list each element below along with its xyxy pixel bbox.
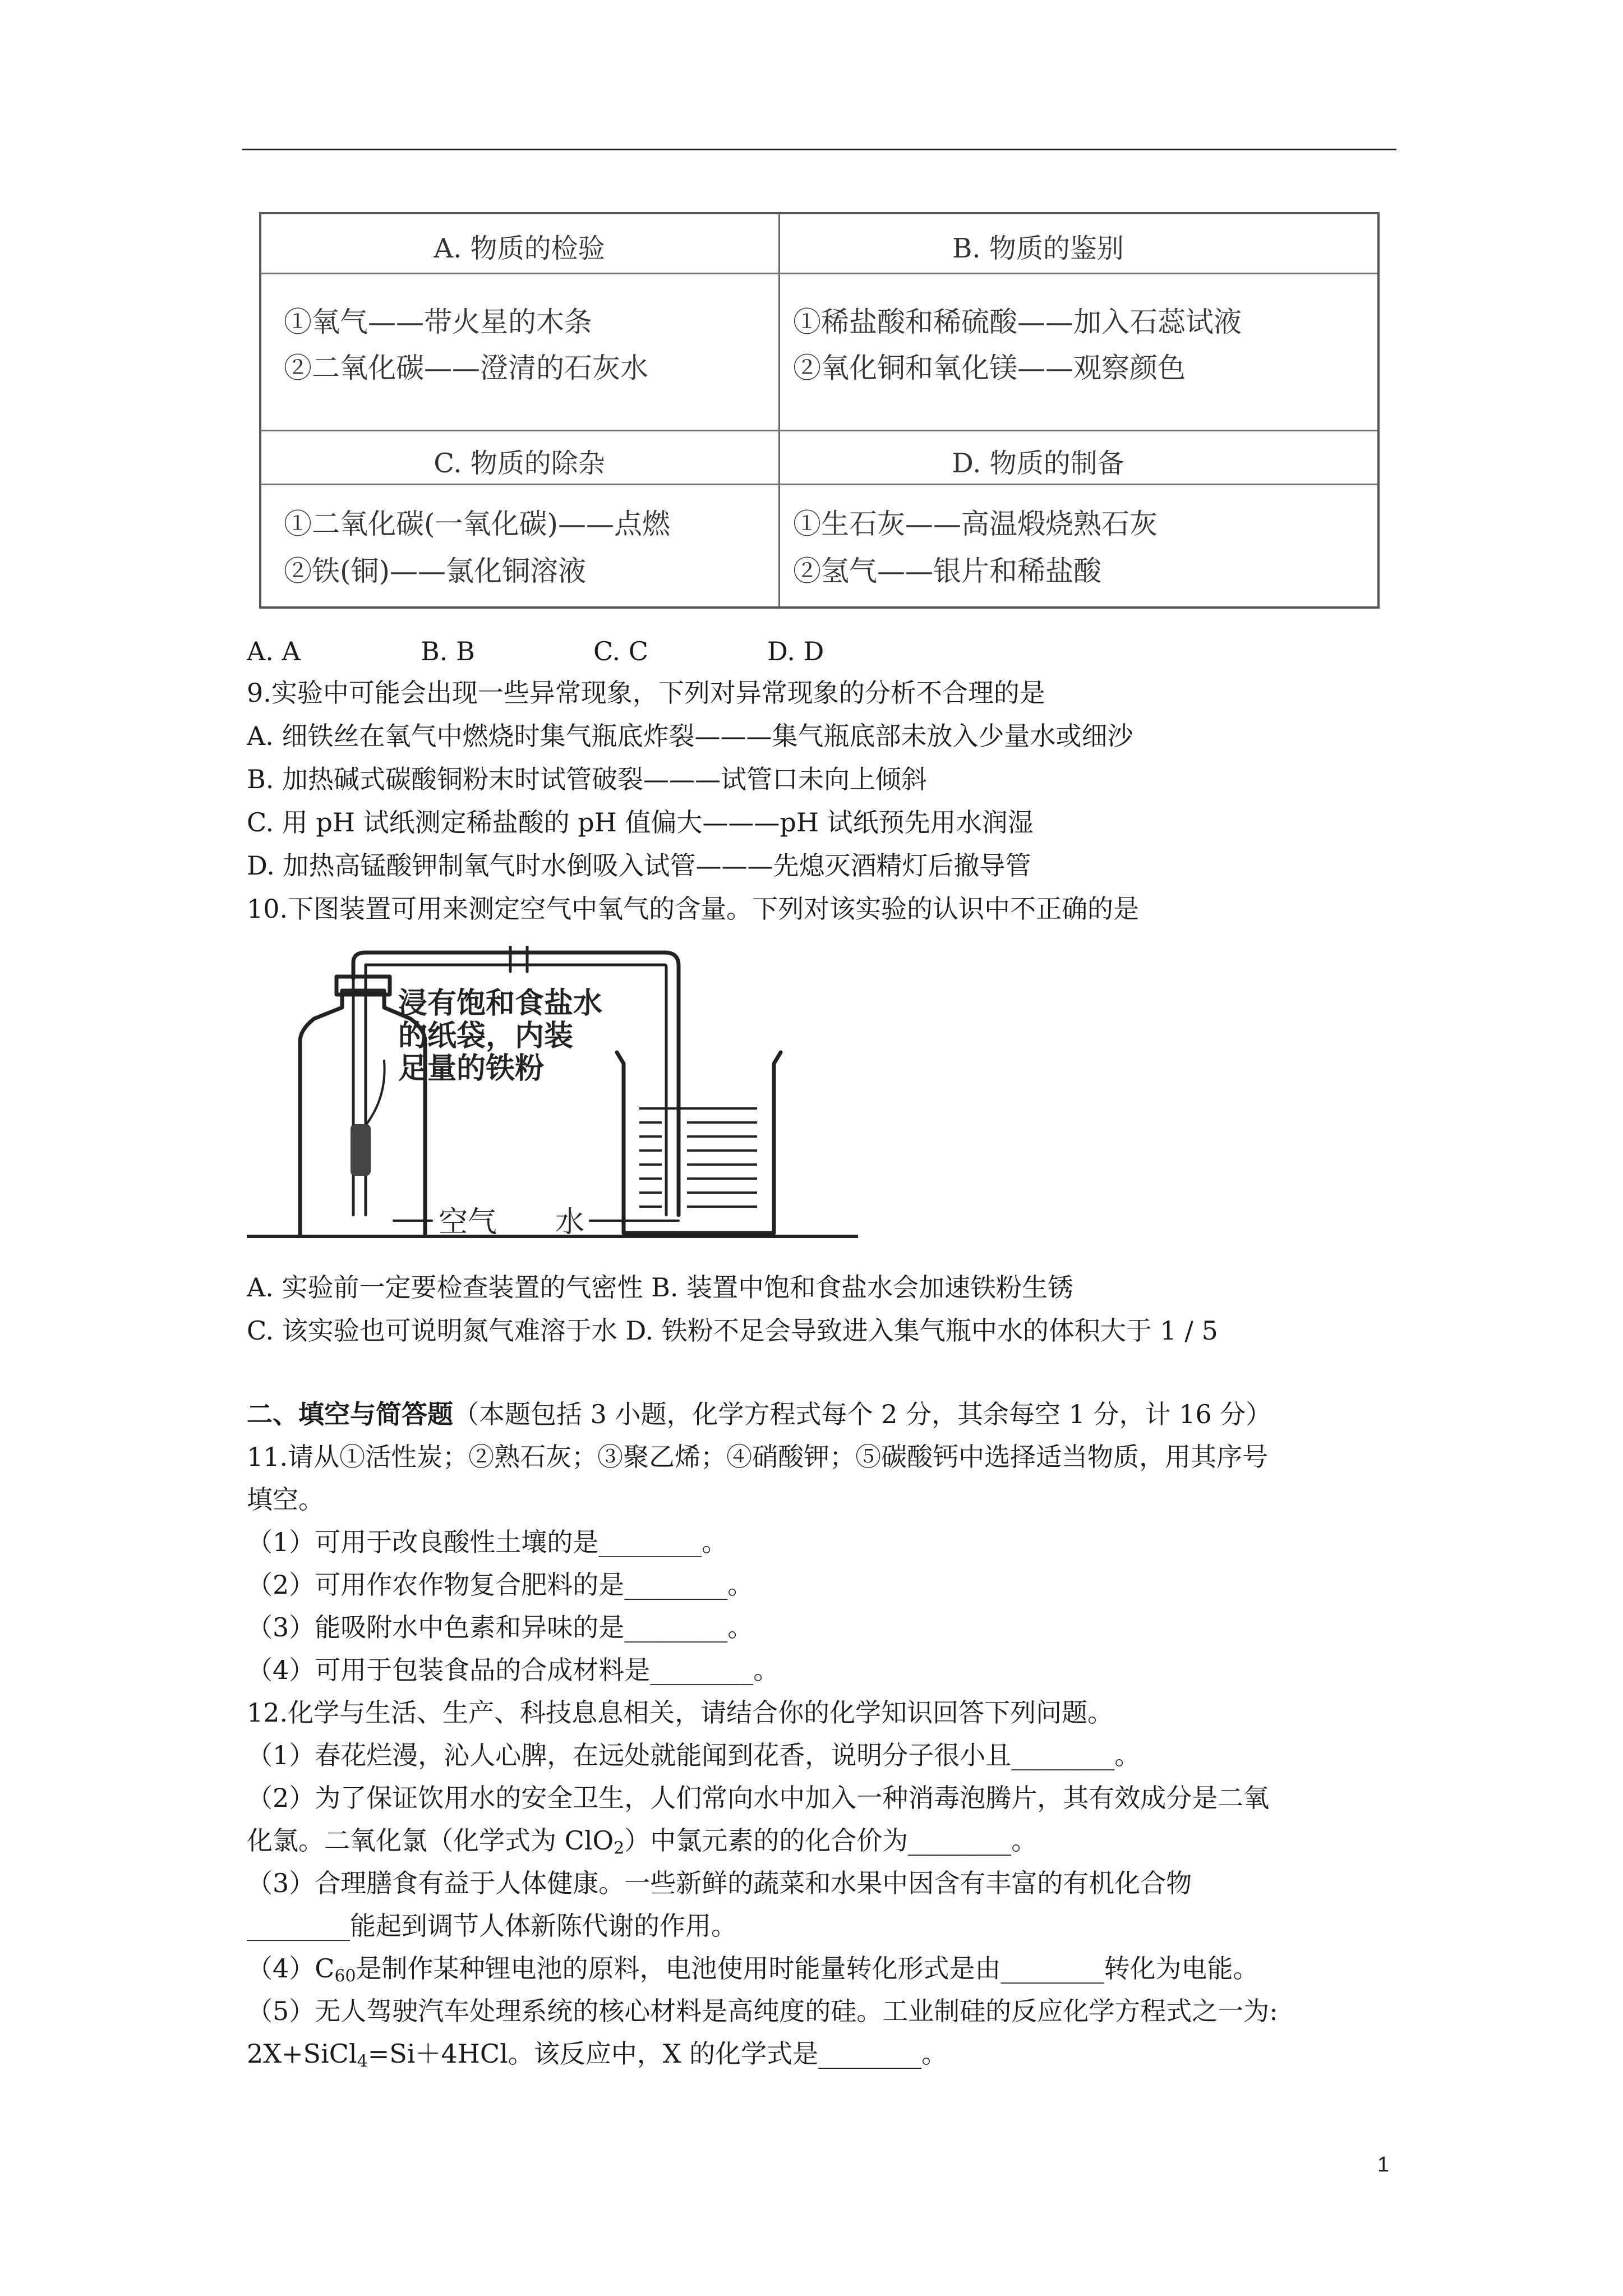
q12-part5-text-end: =Si＋4HCl。该反应中，X 的化学式是________。 (367, 2039, 948, 2069)
q12-part1: （1）春花烂漫，沁人心脾，在远处就能闻到花香，说明分子很小且________。 (247, 1740, 1141, 1770)
q12-part5-line2 (247, 2037, 947, 2078)
q12-part5-line1: （5）无人驾驶汽车处理系统的核心材料是高纯度的硅。工业制硅的反应化学方程式之一为: (247, 1996, 1278, 2026)
q12-part4-text: （4）C (247, 1953, 335, 1984)
q12-part3-line1: （3）合理膳食有益于人体健康。一些新鲜的蔬菜和水果中因含有丰富的有机化合物 (247, 1868, 1192, 1898)
figure-label-line3: 足量的铁粉 (398, 1052, 545, 1085)
q8-option-b: B. B (421, 636, 475, 666)
cell-a-line1: ①氧气——带火星的木条 (284, 306, 592, 338)
q11-part2: （2）可用作农作物复合肥料的是________。 (247, 1570, 754, 1600)
figure-label-air: 空气 (439, 1205, 497, 1239)
cell-c-title: C. 物质的除杂 (434, 448, 605, 479)
q12-part3-line2: ________能起到调节人体新陈代谢的作用。 (247, 1911, 737, 1941)
q8-option-a: A. A (247, 636, 301, 666)
table-divider (261, 484, 1377, 485)
cell-b-line2: ②氧化铜和氧化镁——观察颜色 (793, 352, 1186, 384)
q12-part4-text-end: 是制作某种锂电池的原料，电池使用时能量转化形式是由________转化为电能。 (356, 1953, 1259, 1984)
q10-options-ab: A. 实验前一定要检查装置的气密性 B. 装置中饱和食盐水会加速铁粉生锈 (247, 1272, 1074, 1303)
section2-note: （本题包括 3 小题，化学方程式每个 2 分，其余每空 1 分，计 16 分） (453, 1399, 1272, 1429)
options-table (259, 212, 1380, 609)
q9-option-c: C. 用 pH 试纸测定稀盐酸的 pH 值偏大———pH 试纸预先用水润湿 (247, 807, 1034, 838)
figure-label-line1: 浸有饱和食盐水 (398, 987, 603, 1020)
cell-a-title: A. 物质的检验 (434, 233, 605, 264)
apparatus-figure (247, 946, 858, 1241)
iron-powder-bag (351, 1124, 371, 1176)
table-divider (261, 273, 1377, 274)
cell-d-line1: ①生石灰——高温煅烧熟石灰 (793, 508, 1158, 540)
page-number: 1 (1377, 2153, 1390, 2177)
paper-bag-pointer (366, 1061, 385, 1125)
q10-stem: 10.下图装置可用来测定空气中氧气的含量。下列对该实验的认识中不正确的是 (247, 894, 1140, 924)
q11-part3: （3）能吸附水中色素和异味的是________。 (247, 1612, 754, 1642)
q8-option-d: D. D (767, 636, 824, 666)
header-rule (242, 149, 1396, 150)
q12-part2-line1: （2）为了保证饮用水的安全卫生，人们常向水中加入一种消毒泡腾片，其有效成分是二氧 (247, 1783, 1270, 1813)
q9-stem: 9.实验中可能会出现一些异常现象，下列对异常现象的分析不合理的是 (247, 678, 1045, 708)
table-divider (261, 430, 1377, 431)
clamp (510, 946, 527, 972)
inner-tube (353, 978, 366, 1215)
subscript: 60 (334, 1966, 356, 1986)
section2-title: 二、填空与简答题 (247, 1399, 453, 1429)
q12-stem: 12.化学与生活、生产、科技息息相关，请结合你的化学知识回答下列问题。 (247, 1697, 1114, 1728)
cell-b-line1: ①稀盐酸和稀硫酸——加入石蕊试液 (793, 306, 1242, 338)
q12-part4 (247, 1952, 1259, 1993)
cell-d-line2: ②氢气——银片和稀盐酸 (793, 555, 1101, 587)
q11-stem-line2: 填空。 (247, 1484, 324, 1515)
q12-part2-text: 化氯。二氧化氯（化学式为 ClO (247, 1825, 614, 1856)
apparatus-diagram (247, 946, 858, 1241)
q9-option-b: B. 加热碱式碳酸铜粉末时试管破裂———试管口未向上倾斜 (247, 764, 928, 794)
cell-d-title: D. 物质的制备 (952, 448, 1124, 479)
q12-part2-line2 (247, 1824, 1037, 1865)
figure-label-water: 水 (555, 1205, 585, 1239)
cell-b-title: B. 物质的鉴别 (952, 233, 1124, 264)
q11-part4: （4）可用于包装食品的合成材料是________。 (247, 1655, 780, 1685)
figure-label-line2: 的纸袋，内装 (398, 1019, 574, 1053)
cell-a-line2: ②二氧化碳——澄清的石灰水 (284, 352, 648, 384)
q10-options-cd: C. 该实验也可说明氮气难溶于水 D. 铁粉不足会导致进入集气瓶中水的体积大于 1 / 5 (247, 1315, 1218, 1346)
q12-part5-text: 2X+SiCl (247, 2039, 357, 2069)
q9-option-a: A. 细铁丝在氧气中燃烧时集气瓶底炸裂———集气瓶底部未放入少量水或细沙 (247, 721, 1133, 751)
q11-part1: （1）可用于改良酸性土壤的是________。 (247, 1527, 728, 1557)
subscript: 2 (614, 1838, 625, 1858)
q11-stem-line1: 11.请从①活性炭；②熟石灰；③聚乙烯；④硝酸钾；⑤碳酸钙中选择适当物质，用其序号 (247, 1442, 1269, 1472)
q9-option-d: D. 加热高锰酸钾制氧气时水倒吸入试管———先熄灭酒精灯后撤导管 (247, 850, 1031, 881)
section2-heading (247, 1398, 1271, 1430)
cell-c-line2: ②铁(铜)——氯化铜溶液 (284, 555, 587, 587)
q12-part2-text-end: ）中氯元素的的化合价为________。 (624, 1825, 1038, 1856)
q8-option-c: C. C (593, 636, 648, 666)
subscript: 4 (357, 2051, 368, 2072)
cell-c-line1: ①二氧化碳(一氧化碳)——点燃 (284, 508, 671, 540)
